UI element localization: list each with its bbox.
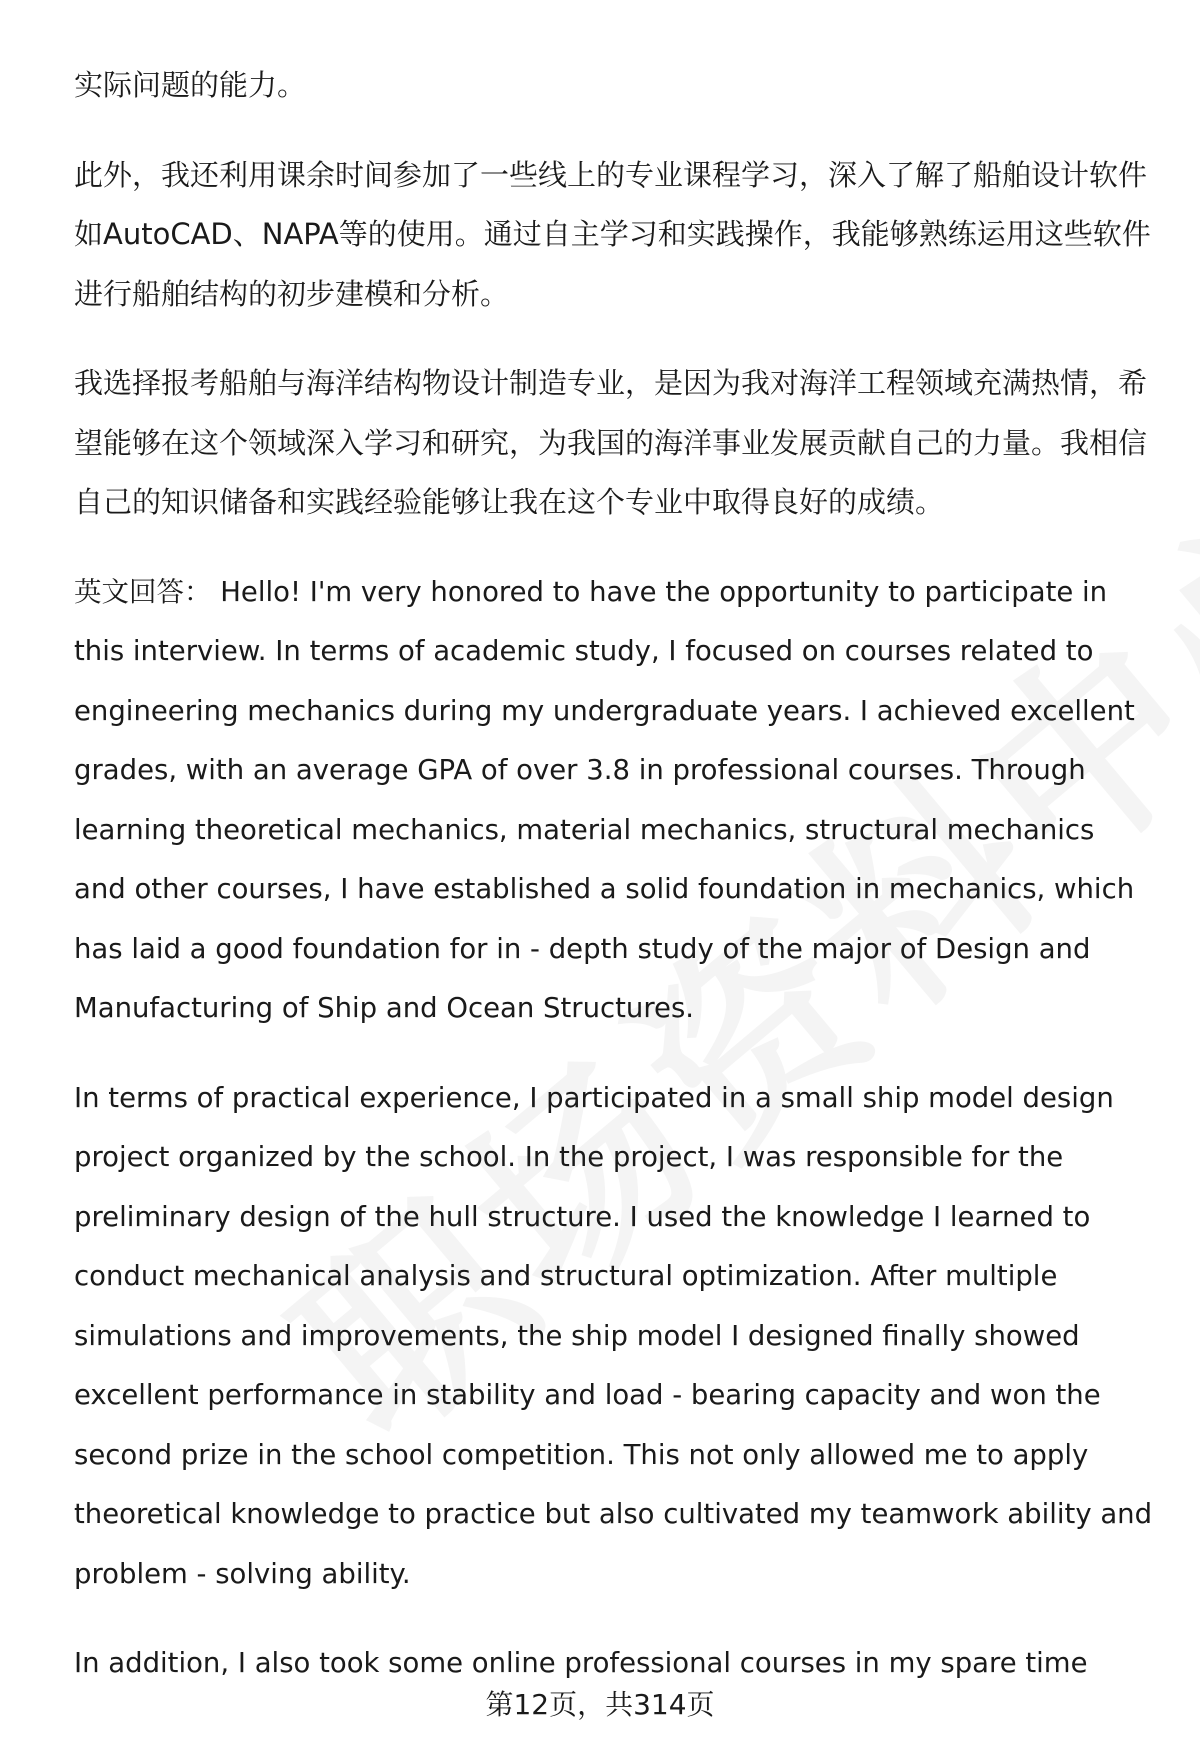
paragraph-cn-1: 实际问题的能力。 xyxy=(74,68,307,102)
document-body xyxy=(74,56,1154,1724)
paragraph-cn-3: 我选择报考船舶与海洋结构物设计制造专业，是因为我对海洋工程领域充满热情，希望能够在这个领域深入学习和研究，为我国的海洋事业发展贡献自己的力量。我相信自己的知识储备和实践经验能够让我在这个专业中取得良好的成绩。 xyxy=(74,366,1148,519)
paragraph-cn-2: 此外，我还利用课余时间参加了一些线上的专业课程学习，深入了解了船舶设计软件如AutoCAD、NAPA等的使用。通过自主学习和实践操作，我能够熟练运用这些软件进行船舶结构的初步建模和分析。 xyxy=(74,157,1151,311)
paragraph-en-2: In terms of practical experience, I participated in a small ship model design project organized by the school. In the project, I was responsible for the preliminary design of the hull structure. I used the knowledge I learned to conduct mechanical analysis and structural optimization. After multiple simulations and improvements, the ship model I designed finally showed excellent performance in stability and load - bearing capacity and won the second prize in the school competition. This not only allowed me to apply theoretical knowledge to practice but also cultivated my teamwork ability and problem - solving ability. xyxy=(74,1081,1153,1590)
paragraph-en-3: In addition, I also took some online professional courses in my spare time xyxy=(74,1647,1088,1679)
page-number: 第12页，共314页 xyxy=(485,1688,715,1721)
paragraph-en-1: 英文回答： Hello! I'm very honored to have the opportunity to participate in this interview. In terms of academic study, I focused on courses related to engineering mechanics during my undergraduate years. I achieved excellent grades, with an average GPA of over 3.8 in professional courses. Through learning theoretical mechanics, material mechanics, structural mechanics and other courses, I have established a solid foundation in mechanics, which has laid a good foundation for in - depth study of the major of Design and Manufacturing of Ship and Ocean Structures. xyxy=(74,575,1135,1024)
